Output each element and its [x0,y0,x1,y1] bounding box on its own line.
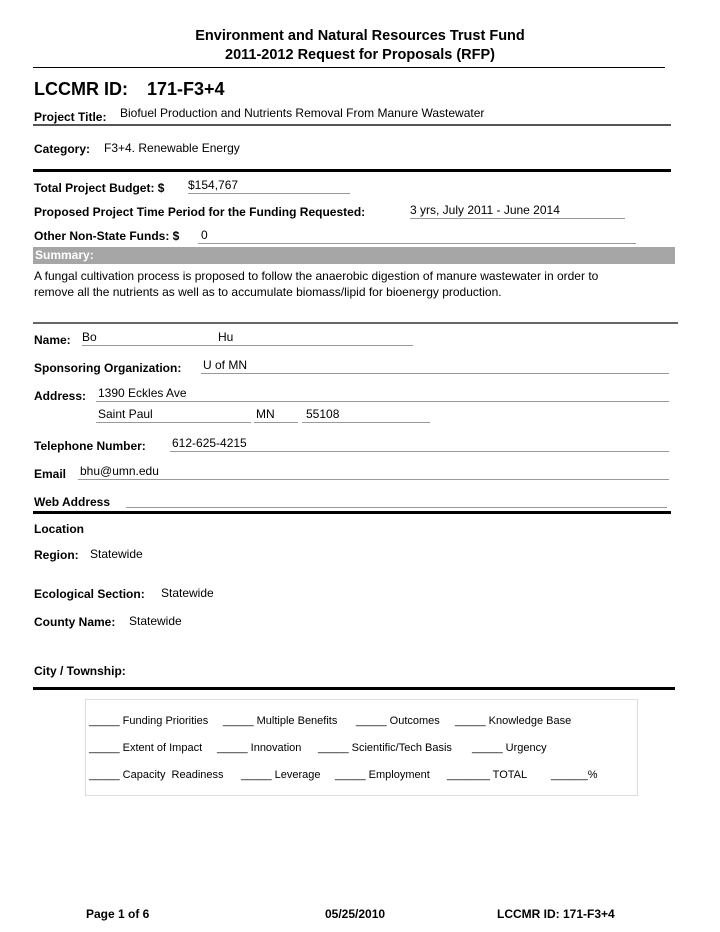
criteria-percent: ______% [551,769,598,781]
criteria-extent-of-impact: _____ Extent of Impact [89,742,203,754]
time-period-value: 3 yrs, July 2011 - June 2014 [410,203,625,219]
criteria-scientific-tech-basis: _____ Scientific/Tech Basis [318,742,452,754]
name-field [82,330,413,346]
telephone-value: 612-625-4215 [170,436,669,452]
criteria-capacity-readiness: _____ Capacity Readiness [89,769,224,781]
header-divider [33,67,665,68]
time-period-label: Proposed Project Time Period for the Funding Requested: [34,205,366,219]
category-value: F3+4. Renewable Energy [104,141,240,155]
street-address: 1390 Eckles Ave [96,386,669,402]
email-label: Email [34,467,67,481]
county-name-value: Statewide [129,614,182,628]
summary-label: Summary: [35,248,94,262]
sponsoring-org-label: Sponsoring Organization: [34,361,182,375]
section-divider [33,169,671,172]
telephone-label: Telephone Number: [34,439,146,453]
header-title: Environment and Natural Resources Trust Fund [195,28,525,44]
criteria-outcomes: _____ Outcomes [356,715,440,727]
criteria-knowledge-base: _____ Knowledge Base [455,715,572,727]
section-divider [33,687,675,690]
zip-code: 55108 [302,407,430,423]
lccmr-id-value: 171-F3+4 [147,79,225,99]
footer-lccmr-id: LCCMR ID: 171-F3+4 [497,907,615,921]
summary-header-bar [33,247,675,264]
criteria-employment: _____ Employment [335,769,430,781]
criteria-multiple-benefits: _____ Multiple Benefits [223,715,338,727]
budget-value: $154,767 [188,178,350,194]
divider [33,322,678,324]
city: Saint Paul [96,407,251,423]
county-name-label: County Name: [34,615,116,629]
section-divider [33,511,671,514]
region-value: Statewide [90,547,143,561]
criteria-urgency: _____ Urgency [472,742,547,754]
region-label: Region: [34,548,79,562]
category-label: Category: [34,142,91,156]
non-state-funds-label: Other Non-State Funds: $ [34,229,180,243]
criteria-funding-priorities: _____ Funding Priorities [89,715,209,727]
city-township-label: City / Township: [34,664,126,678]
ecological-section-label: Ecological Section: [34,587,145,601]
criteria-innovation: _____ Innovation [217,742,302,754]
project-title-value: Biofuel Production and Nutrients Removal From Manure Wastewater [120,106,485,120]
location-heading: Location [34,522,84,536]
budget-label: Total Project Budget: $ [34,181,165,195]
name-label: Name: [34,333,71,347]
summary-text-line1: A fungal cultivation process is proposed to follow the anaerobic digestion of manure wastewater in order to [34,269,599,283]
web-address-label: Web Address [34,495,111,509]
project-title-label: Project Title: [34,110,107,124]
criteria-total: _______ TOTAL [447,769,528,781]
non-state-funds-value: 0 [198,228,636,244]
footer-page-number: Page 1 of 6 [86,907,150,921]
address-label: Address: [34,389,87,403]
criteria-leverage: _____ Leverage [241,769,321,781]
footer-date: 05/25/2010 [325,907,386,921]
web-address-field [126,492,667,508]
ecological-section-value: Statewide [161,586,214,600]
lccmr-id-label: LCCMR ID: [34,79,128,99]
state: MN [254,407,298,423]
sponsoring-org-value: U of MN [201,358,669,374]
email-value: bhu@umn.edu [78,464,669,480]
last-name: Hu [218,330,234,344]
header-subtitle: 2011-2012 Request for Proposals (RFP) [225,47,495,63]
divider [33,124,671,126]
summary-text-line2: remove all the nutrients as well as to accumulate biomass/lipid for bioenergy production. [34,285,502,299]
first-name: Bo [82,330,97,344]
